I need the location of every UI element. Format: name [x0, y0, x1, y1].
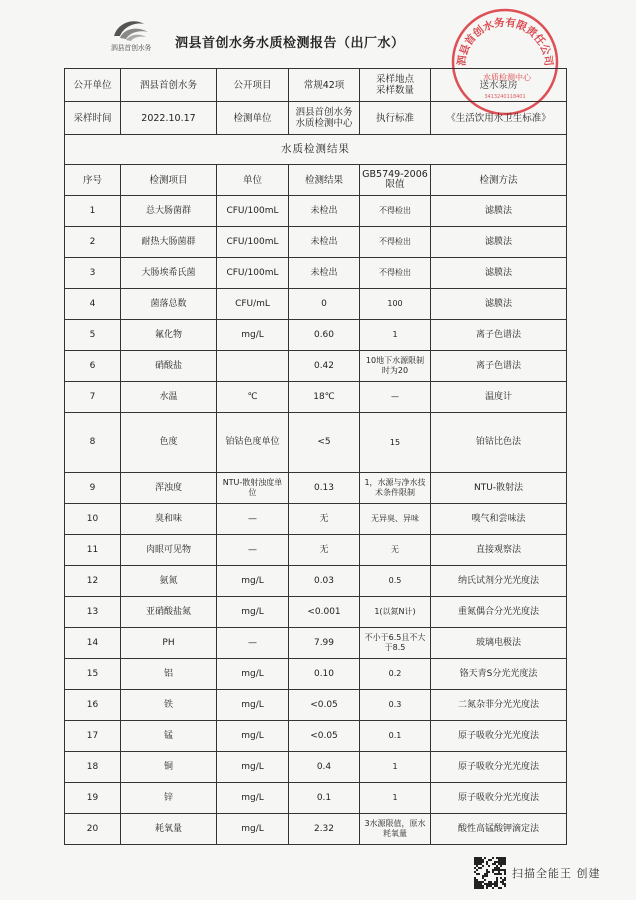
limit-value: 1(以氮N计): [360, 597, 431, 628]
test-item: PH: [121, 628, 217, 659]
unit: mg/L: [217, 320, 289, 351]
limit-value: 10地下水源限制时为20: [360, 351, 431, 382]
limit-value: 0.2: [360, 659, 431, 690]
info-value: 送水泵房: [431, 69, 567, 102]
limit-value: 1，水源与净水技术条件限制: [360, 473, 431, 504]
result-row: [65, 597, 567, 628]
result-row: [65, 721, 567, 752]
test-method: 铂钴比色法: [431, 413, 567, 473]
test-item: 浑浊度: [121, 473, 217, 504]
test-method: 离子色谱法: [431, 351, 567, 382]
info-label: 采样地点 采样数量: [360, 69, 431, 102]
test-item: 菌落总数: [121, 289, 217, 320]
unit: CFU/100mL: [217, 258, 289, 289]
row-number: 15: [65, 659, 121, 690]
report-title: 泗县首创水务水质检测报告（出厂水）: [175, 36, 405, 51]
unit: mg/L: [217, 752, 289, 783]
unit: ℃: [217, 382, 289, 413]
test-item: 亚硝酸盐氮: [121, 597, 217, 628]
limit-value: 1: [360, 783, 431, 814]
test-method: 直接观察法: [431, 535, 567, 566]
info-label: 采样时间: [65, 102, 121, 135]
test-method: 滤膜法: [431, 227, 567, 258]
row-number: 19: [65, 783, 121, 814]
result-row: [65, 351, 567, 382]
unit: —: [217, 628, 289, 659]
unit: —: [217, 504, 289, 535]
test-method: 滤膜法: [431, 289, 567, 320]
row-number: 7: [65, 382, 121, 413]
test-item: 铜: [121, 752, 217, 783]
unit: mg/L: [217, 597, 289, 628]
test-method: 离子色谱法: [431, 320, 567, 351]
limit-value: —: [360, 382, 431, 413]
test-result: 0.13: [289, 473, 360, 504]
row-number: 20: [65, 814, 121, 845]
logo-text: 泗县首创水务: [110, 44, 152, 52]
test-method: 滤膜法: [431, 196, 567, 227]
unit: 铂钴色度单位: [217, 413, 289, 473]
test-method: 原子吸收分光光度法: [431, 752, 567, 783]
result-row: [65, 659, 567, 690]
result-row: [65, 227, 567, 258]
header-cell: 检测结果: [289, 165, 360, 196]
test-result: <5: [289, 413, 360, 473]
seal-arc-text: 泗县首创水务有限责任公司: [455, 16, 555, 67]
result-row: [65, 566, 567, 597]
test-result: <0.001: [289, 597, 360, 628]
test-item: 大肠埃希氏菌: [121, 258, 217, 289]
test-item: 耗氧量: [121, 814, 217, 845]
test-result: 7.99: [289, 628, 360, 659]
row-number: 1: [65, 196, 121, 227]
unit: mg/L: [217, 659, 289, 690]
test-item: 锌: [121, 783, 217, 814]
test-method: 铬天青S分光光度法: [431, 659, 567, 690]
test-item: 氨氮: [121, 566, 217, 597]
row-number: 5: [65, 320, 121, 351]
limit-value: 1: [360, 752, 431, 783]
test-item: 铝: [121, 659, 217, 690]
info-value: 常规42项: [289, 69, 360, 102]
limit-value: 不小于6.5且不大于8.5: [360, 628, 431, 659]
row-number: 6: [65, 351, 121, 382]
test-item: 总大肠菌群: [121, 196, 217, 227]
unit: mg/L: [217, 721, 289, 752]
test-result: 2.32: [289, 814, 360, 845]
test-item: 耐热大肠菌群: [121, 227, 217, 258]
test-result: 0.03: [289, 566, 360, 597]
section-title: 水质检测结果: [65, 135, 567, 165]
limit-value: 不得检出: [360, 227, 431, 258]
header-cell: 单位: [217, 165, 289, 196]
test-method: 重氮偶合分光光度法: [431, 597, 567, 628]
row-number: 12: [65, 566, 121, 597]
test-result: 0.60: [289, 320, 360, 351]
result-row: [65, 289, 567, 320]
unit: CFU/100mL: [217, 196, 289, 227]
results-table: [64, 134, 567, 845]
test-method: 玻璃电极法: [431, 628, 567, 659]
info-row: [65, 69, 567, 102]
seal-number: 3413240118401: [484, 94, 526, 100]
limit-value: 1: [360, 320, 431, 351]
seal-center-text: 水质检测中心: [483, 73, 531, 82]
test-result: 未检出: [289, 196, 360, 227]
test-method: 酸性高锰酸钾滴定法: [431, 814, 567, 845]
info-value: 2022.10.17: [121, 102, 217, 135]
row-number: 13: [65, 597, 121, 628]
info-value: 泗县首创水务: [121, 69, 217, 102]
unit: NTU-散射浊度单位: [217, 473, 289, 504]
test-item: 氟化物: [121, 320, 217, 351]
row-number: 10: [65, 504, 121, 535]
limit-value: 100: [360, 289, 431, 320]
result-row: [65, 382, 567, 413]
unit: —: [217, 535, 289, 566]
test-result: <0.05: [289, 721, 360, 752]
result-row: [65, 320, 567, 351]
result-row: [65, 473, 567, 504]
result-row: [65, 535, 567, 566]
row-number: 3: [65, 258, 121, 289]
result-row: [65, 628, 567, 659]
header-cell: 序号: [65, 165, 121, 196]
header-cell: 检测方法: [431, 165, 567, 196]
unit: mg/L: [217, 690, 289, 721]
test-method: 纳氏试剂分光光度法: [431, 566, 567, 597]
test-method: 原子吸收分光光度法: [431, 783, 567, 814]
company-logo: [100, 14, 162, 54]
info-value: 泗县首创水务 水质检测中心: [289, 102, 360, 135]
limit-value: 15: [360, 413, 431, 473]
test-item: 水温: [121, 382, 217, 413]
info-table: [64, 68, 567, 135]
unit: mg/L: [217, 566, 289, 597]
row-number: 11: [65, 535, 121, 566]
result-row: [65, 690, 567, 721]
test-method: 原子吸收分光光度法: [431, 721, 567, 752]
test-item: 色度: [121, 413, 217, 473]
scanner-watermark: 扫描全能王 创建: [512, 867, 601, 880]
row-number: 16: [65, 690, 121, 721]
unit: mg/L: [217, 814, 289, 845]
test-result: <0.05: [289, 690, 360, 721]
test-result: 0.4: [289, 752, 360, 783]
limit-value: 0.1: [360, 721, 431, 752]
result-row: [65, 258, 567, 289]
row-number: 9: [65, 473, 121, 504]
test-result: 0.1: [289, 783, 360, 814]
limit-value: 无异臭、异味: [360, 504, 431, 535]
test-result: 未检出: [289, 227, 360, 258]
test-item: 硝酸盐: [121, 351, 217, 382]
unit: CFU/100mL: [217, 227, 289, 258]
limit-value: 0.5: [360, 566, 431, 597]
info-value: 《生活饮用水卫生标准》: [431, 102, 567, 135]
test-result: 无: [289, 535, 360, 566]
result-row: [65, 783, 567, 814]
test-method: 嗅气和尝味法: [431, 504, 567, 535]
test-item: 臭和味: [121, 504, 217, 535]
test-result: 无: [289, 504, 360, 535]
test-result: 0: [289, 289, 360, 320]
test-item: 肉眼可见物: [121, 535, 217, 566]
test-item: 铁: [121, 690, 217, 721]
info-label: 公开项目: [217, 69, 289, 102]
test-result: 0.10: [289, 659, 360, 690]
results-header-row: [65, 165, 567, 196]
header-cell: 检测项目: [121, 165, 217, 196]
result-row: [65, 752, 567, 783]
info-row: [65, 102, 567, 135]
header-cell: GB5749-2006限值: [360, 165, 431, 196]
test-method: 二氮杂菲分光光度法: [431, 690, 567, 721]
test-result: 0.42: [289, 351, 360, 382]
result-row: [65, 196, 567, 227]
limit-value: 无: [360, 535, 431, 566]
test-method: 温度计: [431, 382, 567, 413]
row-number: 4: [65, 289, 121, 320]
unit: mg/L: [217, 783, 289, 814]
info-label: 公开单位: [65, 69, 121, 102]
unit: CFU/mL: [217, 289, 289, 320]
limit-value: 0.3: [360, 690, 431, 721]
row-number: 8: [65, 413, 121, 473]
result-row: [65, 413, 567, 473]
test-result: 未检出: [289, 258, 360, 289]
row-number: 2: [65, 227, 121, 258]
info-label: 检测单位: [217, 102, 289, 135]
limit-value: 3水源限值，原水耗氧量: [360, 814, 431, 845]
row-number: 17: [65, 721, 121, 752]
test-result: 18℃: [289, 382, 360, 413]
unit: [217, 351, 289, 382]
qr-code-icon: [474, 857, 506, 889]
info-label: 执行标准: [360, 102, 431, 135]
limit-value: 不得检出: [360, 196, 431, 227]
test-method: 滤膜法: [431, 258, 567, 289]
row-number: 14: [65, 628, 121, 659]
result-row: [65, 814, 567, 845]
test-method: NTU-散射法: [431, 473, 567, 504]
result-row: [65, 504, 567, 535]
test-item: 锰: [121, 721, 217, 752]
limit-value: 不得检出: [360, 258, 431, 289]
row-number: 18: [65, 752, 121, 783]
